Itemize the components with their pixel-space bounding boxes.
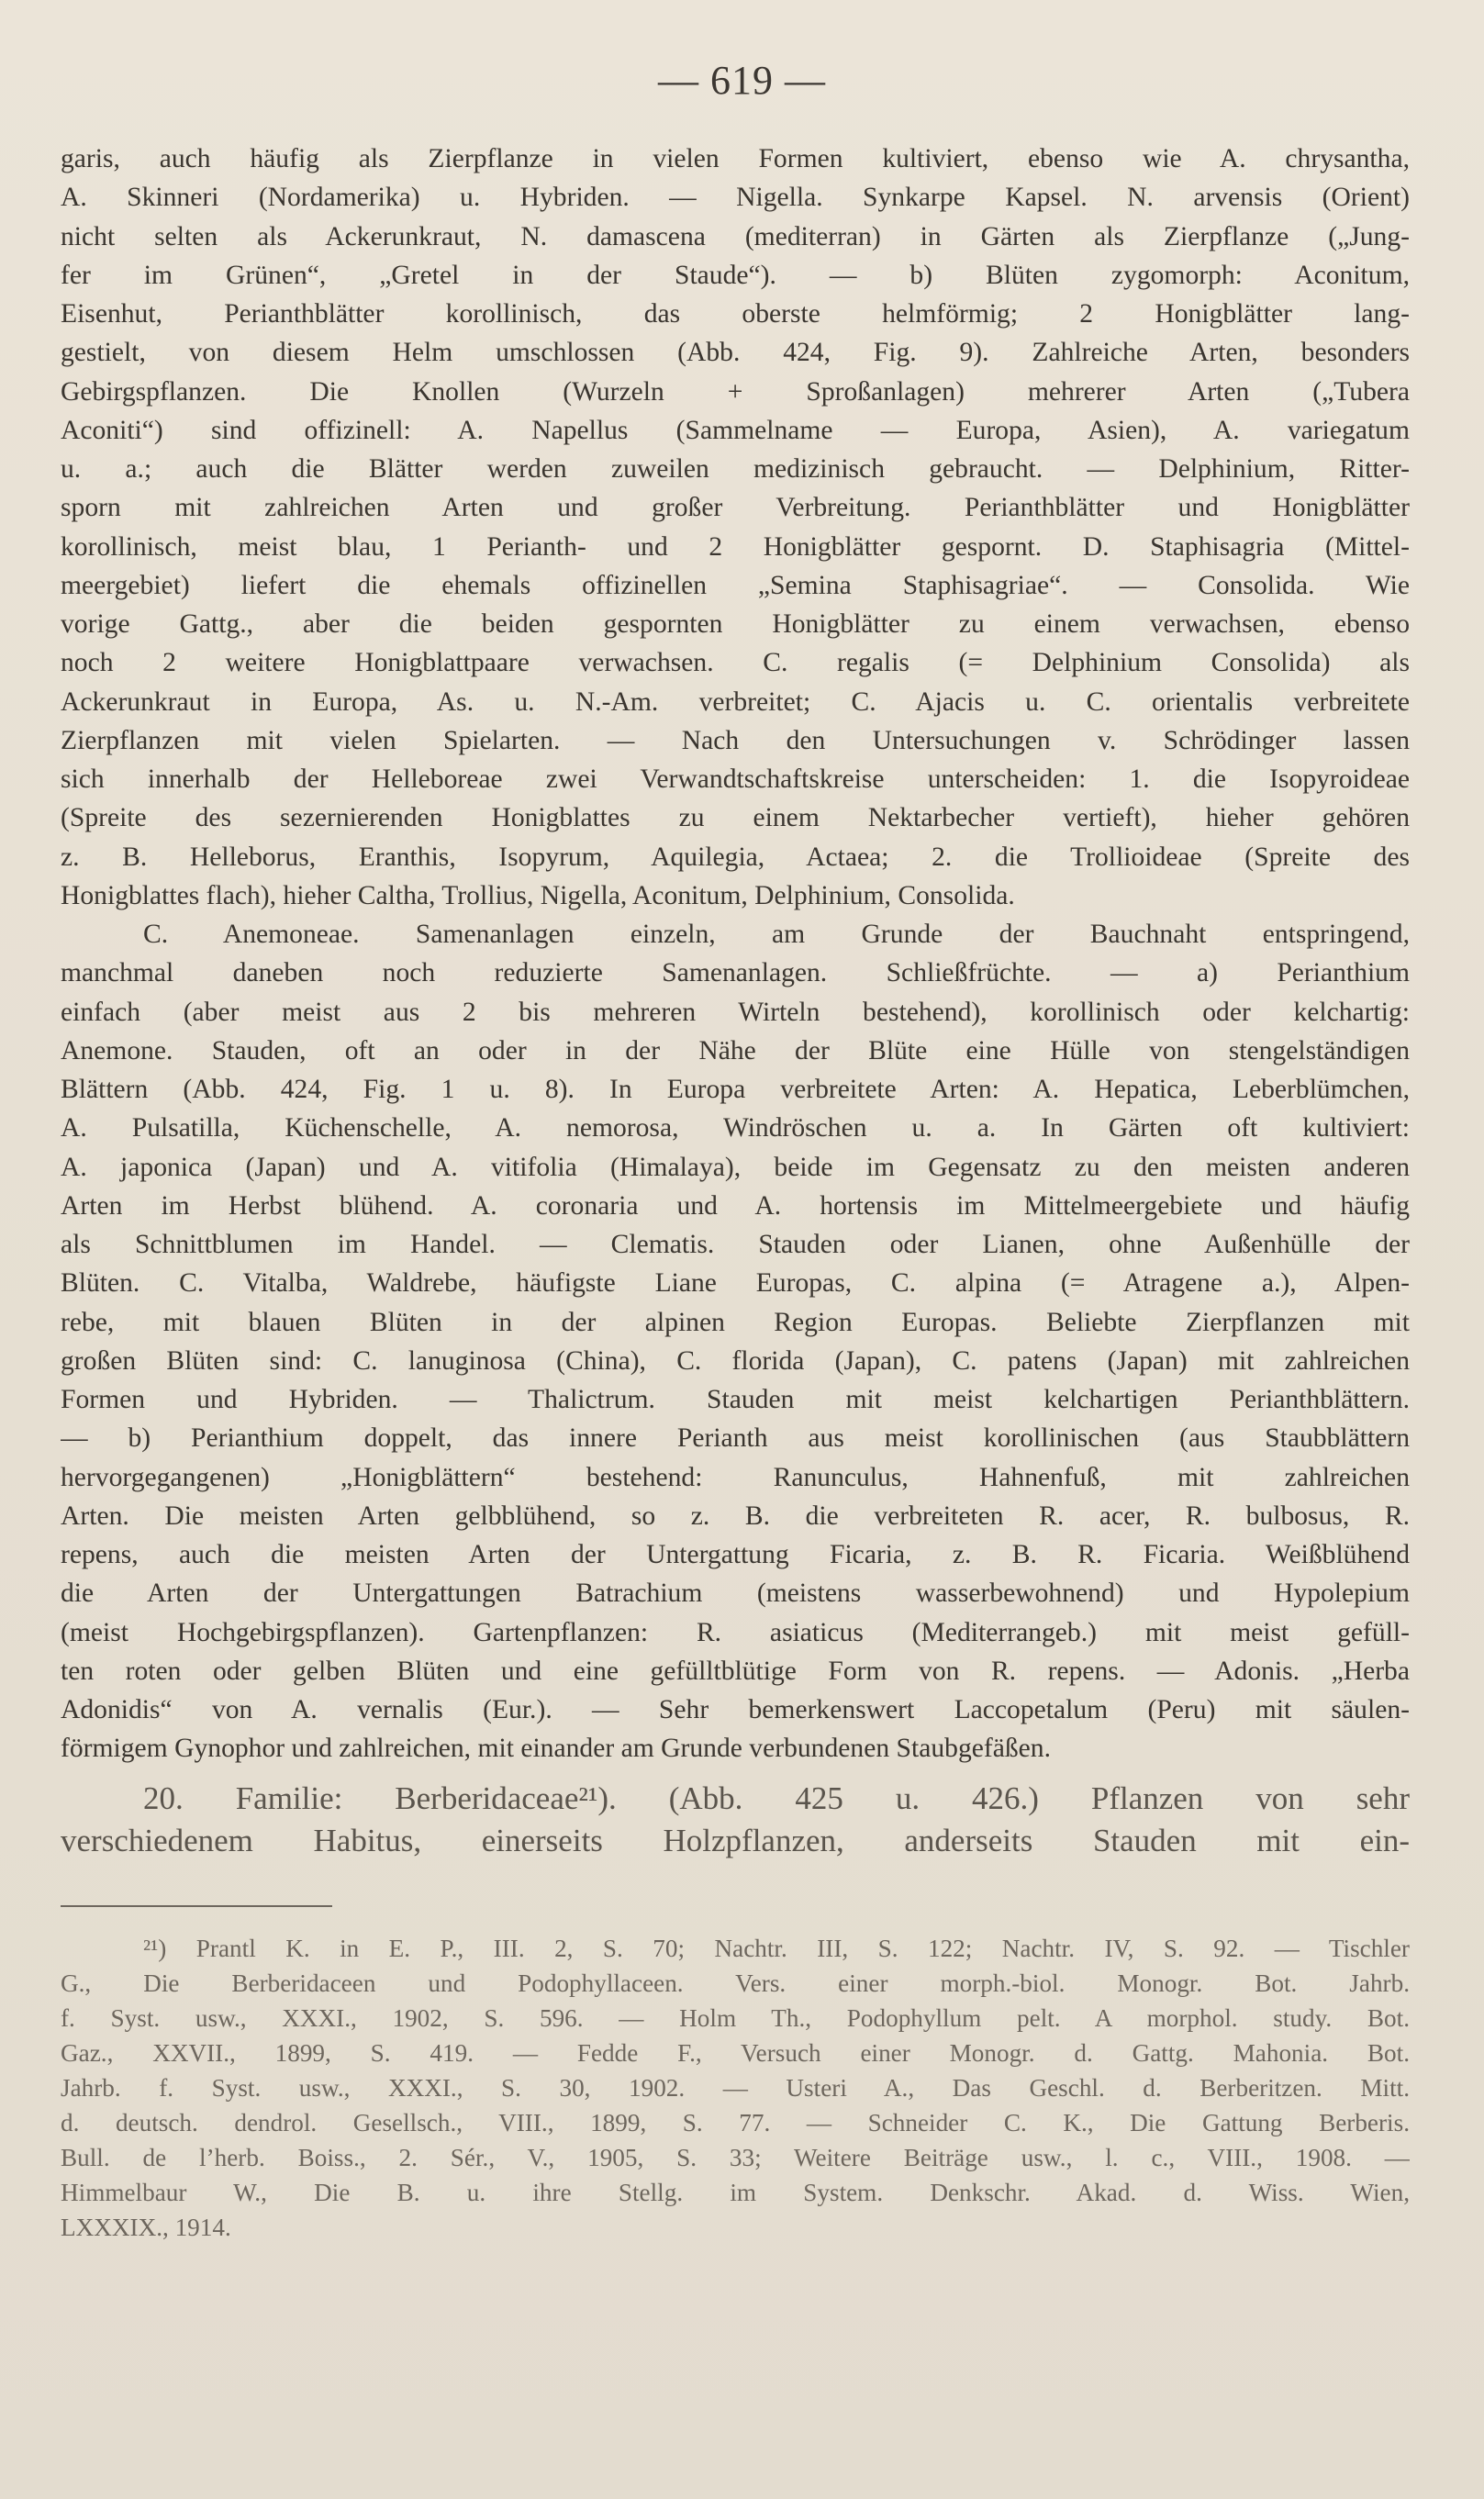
text-line: meergebiet) liefert die ehemals offizinellen „Semina Staphisagriae“. — Consolida. Wie [61,570,1410,600]
text-line: — b) Perianthium doppelt, das innere Perianth aus meist korollinischen (aus Staubblättern [61,1423,1410,1454]
text-line: Blüten. C. Vitalba, Waldrebe, häufigste Liane Europas, C. alpina (= Atragene a.), Alpen- [61,1268,1410,1299]
footnote-line: LXXXIX., 1914. [61,2214,231,2241]
footnote-line: d. deutsch. dendrol. Gesellsch., VIII., 1899, S. 77. — Schneider C. K., Die Gattung Berberis. [61,2109,1410,2136]
family-heading-line: 20. Familie: Berberidaceae²¹). (Abb. 425 u. 426.) Pflanzen von sehr [143,1779,1410,1816]
text-line: nicht selten als Ackerunkraut, N. damascena (mediterran) in Gärten als Zierpflanze („Jung- [61,221,1410,251]
footnote-line: Jahrb. f. Syst. usw., XXXI., S. 30, 1902. — Usteri A., Das Geschl. d. Berberitzen. Mitt. [61,2074,1410,2102]
text-line: sporn mit zahlreichen Arten und großer Verbreitung. Perianthblätter und Honigblätter [61,493,1410,523]
text-line: noch 2 weitere Honigblattpaare verwachsen. C. regalis (= Delphinium Consolida) als [61,648,1410,678]
text-line: Zierpflanzen mit vielen Spielarten. — Nach den Untersuchungen v. Schrödinger lassen [61,725,1410,755]
text-line: vorige Gattg., aber die beiden gespornten Honigblätter zu einem verwachsen, ebenso [61,609,1410,639]
text-line: hervorgegangenen) „Honigblättern“ bestehend: Ranunculus, Hahnenfuß, mit zahlreichen [61,1462,1410,1492]
text-line: A. japonica (Japan) und A. vitifolia (Himalaya), beide im Gegensatz zu den meisten anderen [61,1152,1410,1182]
footnote-line: f. Syst. usw., XXXI., 1902, S. 596. — Holm Th., Podophyllum pelt. A morphol. study. Bot. [61,2004,1410,2032]
text-line: Honigblattes flach), hieher Caltha, Trollius, Nigella, Aconitum, Delphinium, Consolida. [61,880,1015,910]
text-line: Eisenhut, Perianthblätter korollinisch, das oberste helmförmig; 2 Honigblätter lang- [61,299,1410,329]
text-line: (meist Hochgebirgspflanzen). Gartenpflanzen: R. asiaticus (Mediterrangeb.) mit meist gefüll- [61,1617,1410,1647]
text-line: Blättern (Abb. 424, Fig. 1 u. 8). In Europa verbreitete Arten: A. Hepatica, Leberblümchen, [61,1075,1410,1104]
text-line: A. Skinneri (Nordamerika) u. Hybriden. — Nigella. Synkarpe Kapsel. N. arvensis (Orient) [61,183,1410,213]
text-line: sich innerhalb der Helleboreae zwei Verwandtschaftskreise unterscheiden: 1. die Isopyroideae [61,764,1410,794]
text-line: förmigem Gynophor und zahlreichen, mit einander am Grunde verbundenen Staubgefäßen. [61,1734,1051,1764]
text-line: A. Pulsatilla, Küchenschelle, A. nemorosa, Windröschen u. a. In Gärten oft kultiviert: [61,1113,1410,1144]
text-line: Adonidis“ von A. vernalis (Eur.). — Sehr bemerkenswert Laccopetalum (Peru) mit säulen- [61,1695,1410,1724]
text-line: Aconiti“) sind offizinell: A. Napellus (Sammelname — Europa, Asien), A. variegatum [61,415,1410,445]
family-heading-line: verschiedenem Habitus, einerseits Holzpflanzen, anderseits Stauden mit ein- [61,1822,1410,1858]
text-line: C. Anemoneae. Samenanlagen einzeln, am Grunde der Bauchnaht entspringend, [143,920,1410,949]
text-line: repens, auch die meisten Arten der Untergattung Ficaria, z. B. R. Ficaria. Weißblühend [61,1540,1410,1569]
text-line: z. B. Helleborus, Eranthis, Isopyrum, Aquilegia, Actaea; 2. die Trollioideae (Spreite des [61,842,1410,872]
text-line: (Spreite des sezernierenden Honigblattes zu einem Nektarbecher vertieft), hieher gehören [61,803,1410,833]
text-line: garis, auch häufig als Zierpflanze in vielen Formen kultiviert, ebenso wie A. chrysantha, [61,144,1410,173]
text-line: manchmal daneben noch reduzierte Samenanlagen. Schließfrüchte. — a) Perianthium [61,958,1410,988]
text-line: Arten. Die meisten Arten gelbblühend, so z. B. die verbreiteten R. acer, R. bulbosus, R. [61,1501,1410,1531]
footnotes [61,1931,1410,2245]
footnote-divider [61,1905,332,1907]
text-line: Gebirgspflanzen. Die Knollen (Wurzeln + Sproßanlagen) mehrerer Arten („Tubera [61,376,1410,407]
text-line: ten roten oder gelben Blüten und eine gefülltblütige Form von R. repens. — Adonis. „Herba [61,1656,1410,1686]
footnote-line: Himmelbaur W., Die B. u. ihre Stellg. im System. Denkschr. Akad. d. Wiss. Wien, [61,2179,1410,2206]
text-line: großen Blüten sind: C. lanuginosa (China), C. florida (Japan), C. patens (Japan) mit zahlreichen [61,1345,1410,1376]
text-line: u. a.; auch die Blätter werden zuweilen medizinisch gebraucht. — Delphinium, Ritter- [61,454,1410,484]
text-line: Anemone. Stauden, oft an oder in der Nähe der Blüte eine Hülle von stengelständigen [61,1035,1410,1065]
text-line: einfach (aber meist aus 2 bis mehreren Wirteln bestehend), korollinisch oder kelchartig: [61,997,1410,1027]
text-line: als Schnittblumen im Handel. — Clematis. Stauden oder Lianen, ohne Außenhülle der [61,1230,1410,1259]
footnote-line: Gaz., XXVII., 1899, S. 419. — Fedde F., Versuch einer Monogr. d. Gattg. Mahonia. Bot. [61,2039,1410,2067]
footnote-line: ²¹) Prantl K. in E. P., III. 2, S. 70; Nachtr. III, S. 122; Nachtr. IV, S. 92. — Tischler [143,1935,1410,1962]
text-line: Formen und Hybriden. — Thalictrum. Stauden mit meist kelchartigen Perianthblättern. [61,1385,1410,1414]
text-line: gestielt, von diesem Helm umschlossen (Abb. 424, Fig. 9). Zahlreiche Arten, besonders [61,338,1410,368]
page-number: — 619 — [658,58,826,103]
text-line: Arten im Herbst blühend. A. coronaria und A. hortensis im Mittelmeergebiete und häufig [61,1190,1410,1221]
text-line: rebe, mit blauen Blüten in der alpinen Region Europas. Beliebte Zierpflanzen mit [61,1307,1410,1337]
text-line: korollinisch, meist blau, 1 Perianth- und 2 Honigblätter gespornt. D. Staphisagria (Mittel- [61,531,1410,562]
text-line: die Arten der Untergattungen Batrachium (meistens wasserbewohnend) und Hypolepium [61,1579,1410,1609]
text-line: fer im Grünen“, „Gretel in der Staude“). — b) Blüten zygomorph: Aconitum, [61,260,1410,290]
text-line: Ackerunkraut in Europa, As. u. N.-Am. verbreitet; C. Ajacis u. C. orientalis verbreitete [61,686,1410,717]
footnote-line: Bull. de l’herb. Boiss., 2. Sér., V., 1905, S. 33; Weitere Beiträge usw., l. c., VIII., 1908. — [61,2144,1410,2171]
footnote-line: G., Die Berberidaceen und Podophyllaceen. Vers. einer morph.-biol. Monogr. Bot. Jahrb. [61,1969,1410,1997]
main-text [61,139,1410,1862]
